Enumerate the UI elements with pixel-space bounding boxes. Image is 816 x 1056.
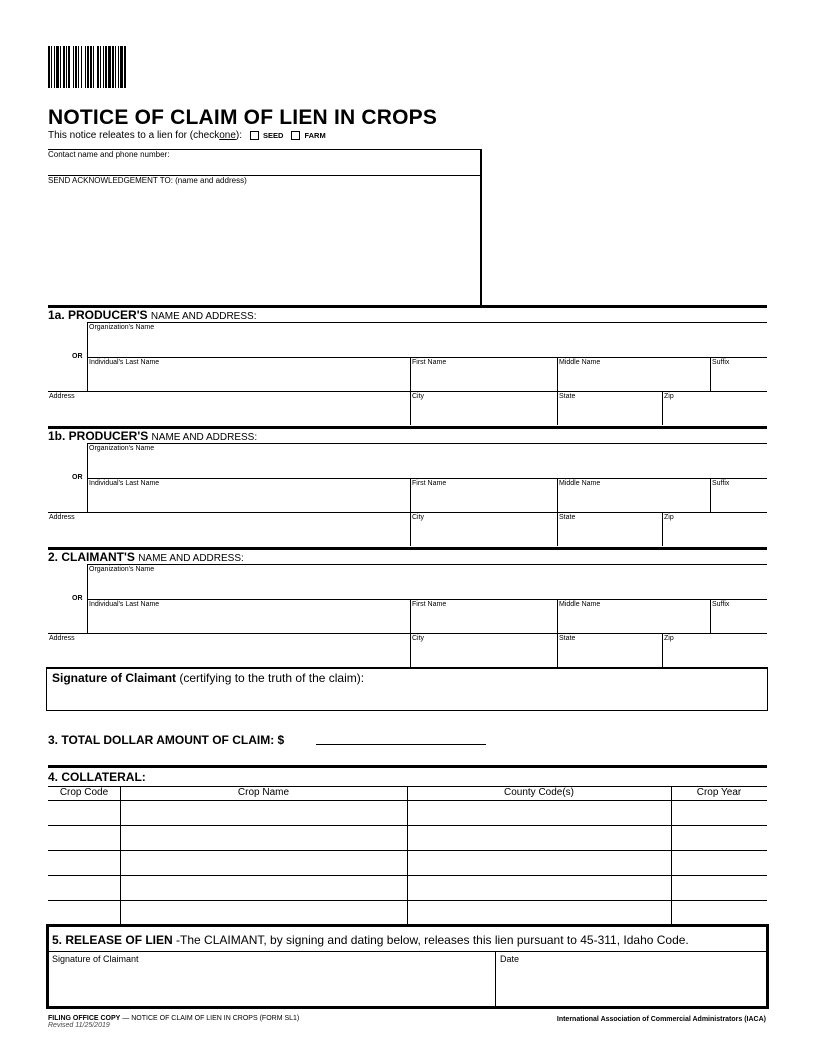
claimant-city-field[interactable] [411,634,557,667]
claimant-first-field[interactable] [411,600,557,633]
producer-1a-first-field[interactable] [411,358,557,391]
producer-1b-last-field[interactable] [88,479,410,512]
collateral-cell[interactable] [121,901,407,925]
collateral-col-header-3: Crop Year [696,787,742,798]
release-heading [52,933,689,947]
contact-field[interactable] [48,160,478,174]
producer-1a-org-label: Organization's Name [89,324,155,331]
total-amount-label: 3. TOTAL DOLLAR AMOUNT OF CLAIM: $ [48,733,285,747]
claimant-org-field[interactable] [88,565,767,599]
producer-1a-middle-field[interactable] [558,358,710,391]
contact-label: Contact name and phone number: [48,150,170,159]
claimant-middle-field[interactable] [558,600,710,633]
contact-right-border [480,149,482,306]
claimant-zip-field[interactable] [663,634,767,667]
producer-1b-suffix-label: Suffix [712,480,730,487]
producer-1b-zip-label: Zip [664,514,674,521]
producer-1b-last-label: Individual's Last Name [89,480,160,487]
producer-1b-heading-rest: NAME AND ADDRESS: [151,432,258,443]
footer-left-rest: — NOTICE OF CLAIM OF LIEN IN CROPS (FORM SL1) [120,1015,300,1022]
farm-label: FARM [304,131,326,140]
claimant-first-label: First Name [412,601,447,608]
collateral-cell[interactable] [49,826,120,850]
collateral-cell[interactable] [408,826,671,850]
collateral-cell[interactable] [672,851,767,875]
producer-1a-suffix-field[interactable] [711,358,767,391]
producer-1a-org-field[interactable] [88,323,767,357]
collateral-col-header-1: Crop Name [237,787,290,798]
producer-1b-org-field[interactable] [88,444,767,478]
producer-1b-city-label: City [412,514,425,521]
producer-1a-middle-label: Middle Name [559,359,601,366]
collateral-cell[interactable] [672,801,767,825]
producer-1a-last-label: Individual's Last Name [89,359,160,366]
producer-1b-org-label: Organization's Name [89,445,155,452]
producer-1a-heading-number: 1a. PRODUCER'S [48,308,148,322]
claimant-heading-number: 2. CLAIMANT'S [48,550,135,564]
claimant-or-label: OR [72,595,83,602]
ack-label: SEND ACKNOWLEDGEMENT TO: (name and address) [48,176,247,185]
producer-1b-address-label: Address [49,514,75,521]
lien-type-prefix: This notice releates to a lien for (check [48,130,220,141]
producer-1a-suffix-label: Suffix [712,359,730,366]
collateral-cell[interactable] [49,901,120,925]
claimant-heading-rest: NAME AND ADDRESS: [138,553,244,564]
producer-1a-state-field[interactable] [558,392,662,425]
claimant-state-field[interactable] [558,634,662,667]
collateral-cell[interactable] [672,901,767,925]
lien-type-suffix: ): [235,130,242,141]
barcode [48,46,164,88]
collateral-cell[interactable] [408,901,671,925]
ack-field[interactable] [48,188,478,303]
collateral-cell[interactable] [408,851,671,875]
producer-1b-or-label: OR [72,474,83,481]
collateral-cell[interactable] [672,876,767,900]
claimant-address-field[interactable] [48,634,410,667]
producer-1b-middle-label: Middle Name [559,480,601,487]
seed-checkbox[interactable] [250,131,259,140]
producer-1a-or-label: OR [72,353,83,360]
producer-1a-heading [48,308,256,322]
collateral-cell[interactable] [121,851,407,875]
claimant-middle-label: Middle Name [559,601,601,608]
footer-right: International Association of Commercial Administrators (IACA) [556,1016,766,1023]
release-signature-field[interactable] [49,952,495,1006]
release-date-field[interactable] [496,952,766,1006]
farm-checkbox[interactable] [291,131,300,140]
producer-1b-heading-number: 1b. PRODUCER'S [48,429,149,443]
signature-label [52,671,364,685]
collateral-heading: 4. COLLATERAL: [48,770,146,784]
collateral-rule [48,765,767,768]
release-heading-bold: 5. RELEASE OF LIEN [52,933,173,947]
total-amount-field[interactable] [316,730,486,745]
producer-1b-first-field[interactable] [411,479,557,512]
producer-1b-heading [48,429,257,443]
form-title: NOTICE OF CLAIM OF LIEN IN CROPS [48,106,438,129]
producer-1b-state-label: State [559,514,576,521]
release-signature-label: Signature of Claimant [52,954,139,964]
lien-type-one: one [219,130,236,141]
release-heading-rest: -The CLAIMANT, by signing and dating below, releases this lien pursuant to 45-311, Idaho Code. [172,933,689,947]
footer-left [48,1015,299,1029]
claimant-last-field[interactable] [88,600,410,633]
producer-1b-state-field[interactable] [558,513,662,546]
producer-1b-address-field[interactable] [48,513,410,546]
collateral-col-header-2: County Code(s) [503,787,575,798]
signature-label-bold: Signature of Claimant [52,671,177,685]
collateral-cell[interactable] [408,876,671,900]
claimant-city-label: City [412,635,425,642]
footer-left-bold: FILING OFFICE COPY [48,1015,121,1022]
producer-1a-first-label: First Name [412,359,447,366]
producer-1a-city-field[interactable] [411,392,557,425]
producer-1a-zip-field[interactable] [663,392,767,425]
signature-label-rest: (certifying to the truth of the claim): [176,671,365,685]
claimant-heading [48,550,244,564]
release-box [46,924,769,1009]
producer-1b-middle-field[interactable] [558,479,710,512]
producer-1a-state-label: State [559,393,576,400]
collateral-cell[interactable] [49,801,120,825]
claimant-suffix-field[interactable] [711,600,767,633]
collateral-cell[interactable] [121,876,407,900]
producer-1b-city-field[interactable] [411,513,557,546]
producer-1a-address-field[interactable] [48,392,410,425]
producer-1a-city-label: City [412,393,425,400]
claimant-org-label: Organization's Name [89,566,155,573]
collateral-cell[interactable] [408,801,671,825]
signature-box[interactable] [46,667,768,711]
collateral-col-header-0: Crop Code [59,787,109,798]
producer-1a-zip-label: Zip [664,393,674,400]
collateral-cell[interactable] [121,826,407,850]
collateral-cell[interactable] [49,876,120,900]
producer-1a-address-label: Address [49,393,75,400]
claimant-state-label: State [559,635,576,642]
footer-revised: Revised 11/25/2019 [48,1022,110,1029]
claimant-suffix-label: Suffix [712,601,730,608]
collateral-cell[interactable] [121,801,407,825]
collateral-cell[interactable] [49,851,120,875]
collateral-cell[interactable] [672,826,767,850]
claimant-zip-label: Zip [664,635,674,642]
seed-label: SEED [263,131,284,140]
lien-type-line [48,130,326,141]
claimant-address-label: Address [49,635,75,642]
producer-1a-last-field[interactable] [88,358,410,391]
producer-1a-heading-rest: NAME AND ADDRESS: [150,311,257,322]
producer-1b-suffix-field[interactable] [711,479,767,512]
release-date-label: Date [500,954,520,964]
producer-1b-zip-field[interactable] [663,513,767,546]
producer-1b-first-label: First Name [412,480,447,487]
claimant-last-label: Individual's Last Name [89,601,160,608]
